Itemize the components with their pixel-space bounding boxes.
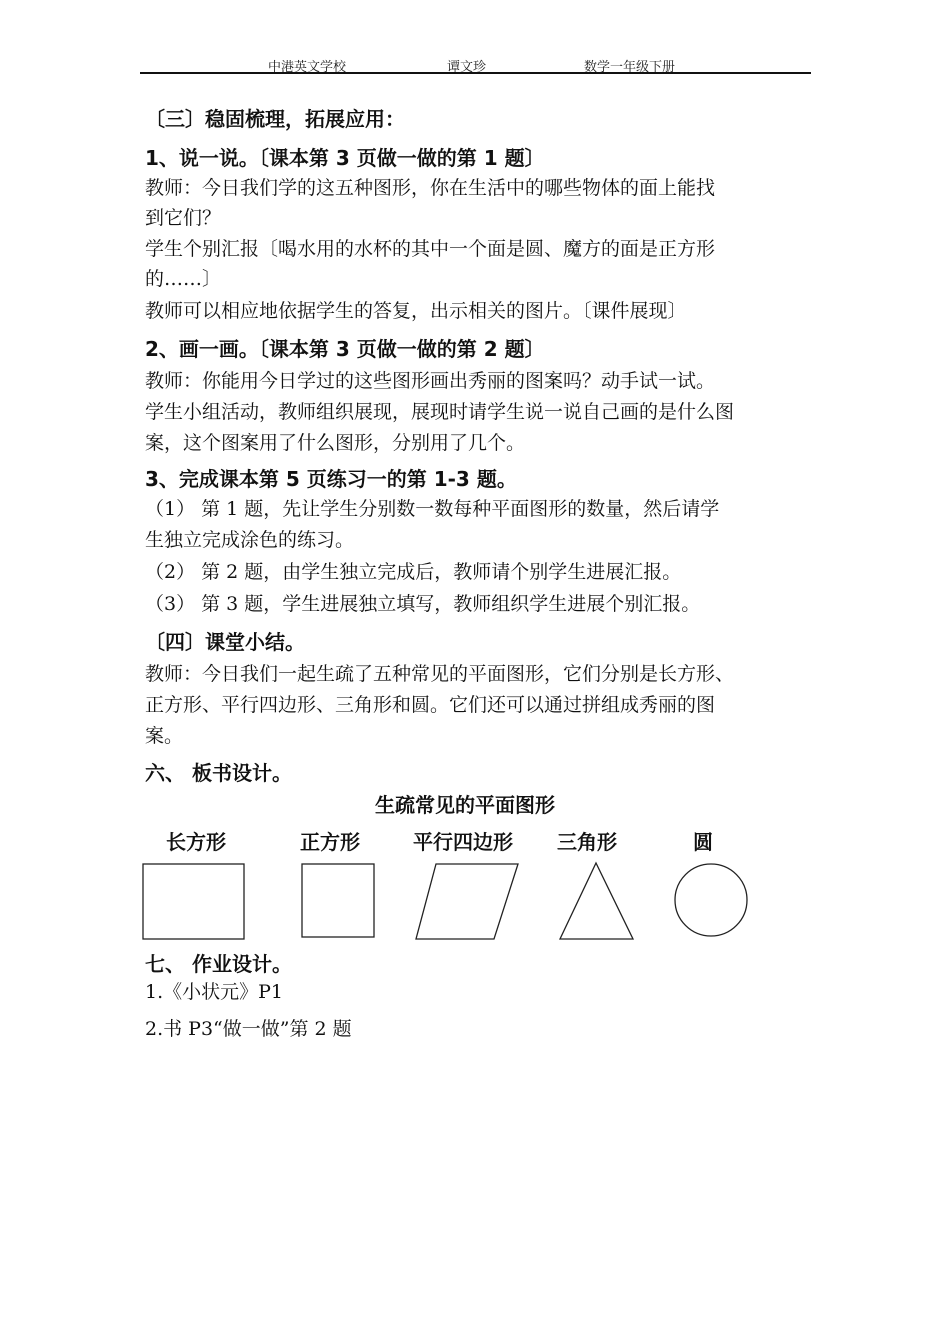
q3-line-1: （1） 第 1 题，先让学生分别数一数每种平面图形的数量，然后请学 [145,498,720,520]
q1-line-3: 学生个别汇报〔喝水用的水杯的其中一个面是圆、魔方的面是正方形 [145,238,716,260]
header-school: 中港英文学校 [268,60,347,75]
circle-shape [672,862,752,942]
label-triangle: 三角形 [557,830,617,854]
header-teacher: 谭文珍 [447,60,487,75]
header-rule [140,72,811,74]
board-title: 生疏常见的平面图形 [375,793,555,817]
section-3-title: 〔三〕稳固梳理，拓展应用： [145,107,405,131]
label-parallelogram: 平行四边形 [413,830,513,854]
summary-line-2: 正方形、平行四边形、三角形和圆。它们还可以通过拼组成秀丽的图 [145,694,716,716]
q1-title: 1、说一说。〔课本第 3 页做一做的第 1 题〕 [145,146,545,170]
label-rectangle: 长方形 [166,830,226,854]
q1-line-5: 教师可以相应地依据学生的答复，出示相关的图片。〔课件展现〕 [145,300,687,322]
homework-1: 1.《小状元》P1 [145,981,284,1003]
q1-line-2: 到它们？ [145,207,222,229]
q2-line-3: 案，这个图案用了什么图形，分别用了几个。 [145,432,526,454]
header-subject: 数学一年级下册 [584,60,676,75]
q1-line-1: 教师：今日我们学的这五种图形，你在生活中的哪些物体的面上能找 [145,177,716,199]
label-circle: 圆 [693,830,713,854]
rectangle-shape [140,862,250,942]
section-4-title: 〔四〕课堂小结。 [145,630,305,654]
summary-line-1: 教师：今日我们一起生疏了五种常见的平面图形，它们分别是长方形、 [145,663,735,685]
label-square: 正方形 [300,830,360,854]
homework-2: 2.书 P3“做一做”第 2 题 [145,1018,352,1040]
q3-line-4: （3） 第 3 题，学生进展独立填写，教师组织学生进展个别汇报。 [145,593,701,615]
q3-title: 3、完成课本第 5 页练习一的第 1-3 题。 [145,467,517,491]
q1-line-4: 的……〕 [145,268,222,290]
section-6-title: 六、 板书设计。 [145,761,292,785]
parallelogram-shape [412,862,522,942]
q2-line-1: 教师：你能用今日学过的这些图形画出秀丽的图案吗？动手试一试。 [145,370,716,392]
q2-title: 2、画一画。〔课本第 3 页做一做的第 2 题〕 [145,337,545,361]
q3-line-3: （2） 第 2 题，由学生独立完成后，教师请个别学生进展汇报。 [145,561,682,583]
q2-line-2: 学生小组活动，教师组织展现，展现时请学生说一说自己画的是什么图 [145,401,735,423]
square-shape [298,862,378,942]
section-7-title: 七、 作业设计。 [145,952,292,976]
q3-line-2: 生独立完成涂色的练习。 [145,529,355,551]
triangle-shape [556,860,638,942]
summary-line-3: 案。 [145,725,184,747]
